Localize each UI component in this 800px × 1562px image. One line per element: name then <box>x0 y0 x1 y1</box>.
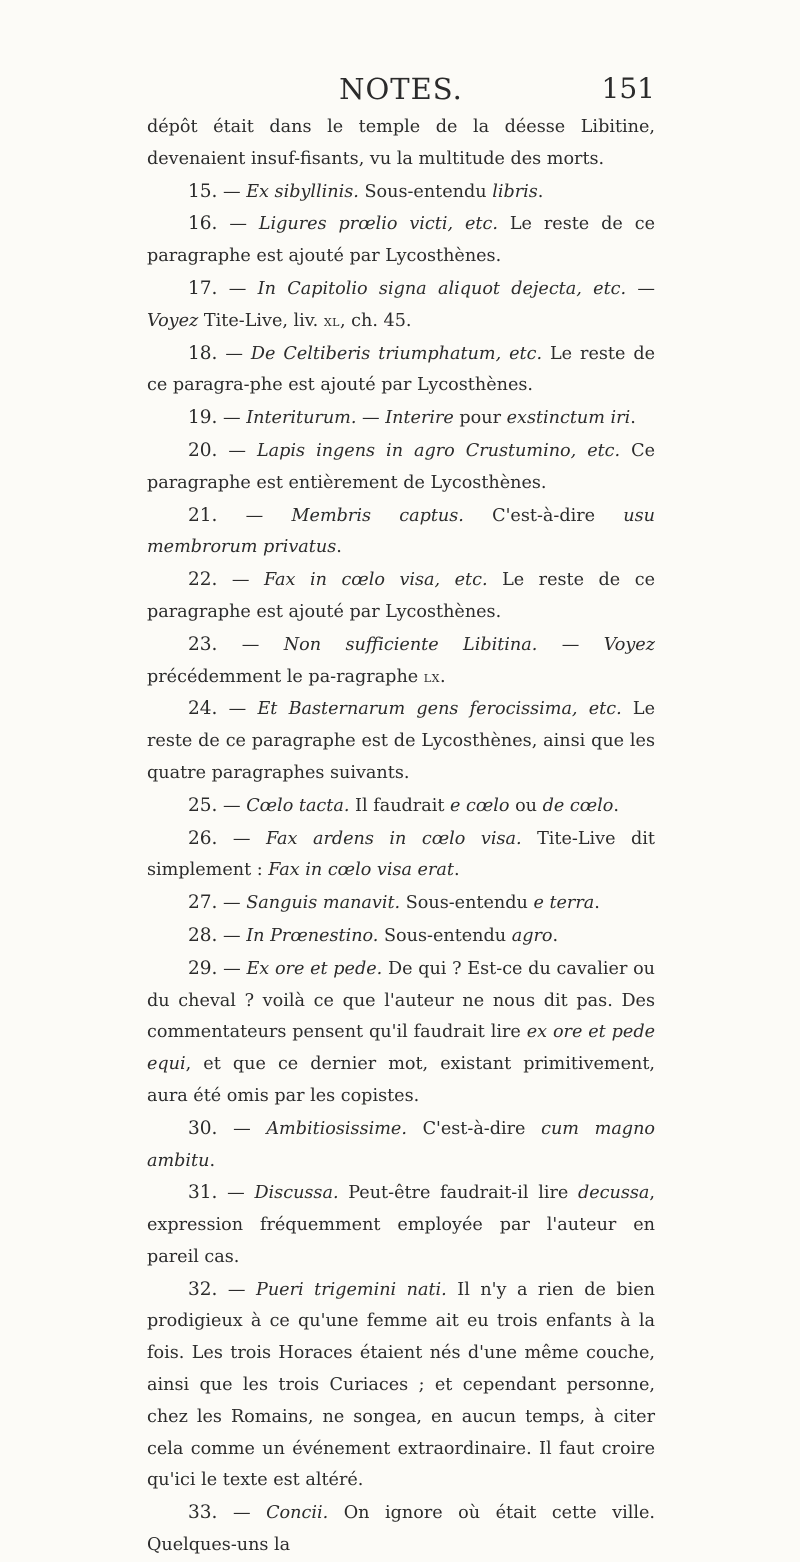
note-28: 28. — In Prœnestino. Sous-entendu agro. <box>188 924 559 946</box>
page-number: 151 <box>601 72 655 105</box>
note-19: 19. — Interiturum. — Interire pour exstinctum iri. <box>188 407 636 429</box>
note-32: 32. — Pueri trigemini nati. Il n'y a rien de bien prodigieux à ce qu'une femme ait eu trois enfants à la fois. Les trois Horaces étaient nés d'une même couche, ainsi que les trois Curiaces ; et cependant personne, chez les Romains, ne songea, en aucun temps, à citer cela comme un événement extraordinaire. Il faut croire qu'ici le texte est altéré. <box>147 1278 655 1491</box>
note-24: 24. — Et Basternarum gens ferocissima, etc. Le reste de ce paragraphe est de Lycosthènes, ainsi que les quatre paragraphes suivants. <box>147 698 656 783</box>
note-25: 25. — Cœlo tacta. Il faudrait e cœlo ou de cœlo. <box>188 794 619 816</box>
continuation-paragraph: dépôt était dans le temple de la déesse Libitine, devenaient insuf-fisants, vu la multitude des morts. <box>147 117 655 169</box>
note-20: 20. — Lapis ingens in agro Crustumino, etc. Ce paragraphe est entièrement de Lycosthènes. <box>147 439 656 493</box>
note-33: 33. — Concii. On ignore où était cette ville. Quelques-uns la <box>147 1502 656 1556</box>
page-header <box>147 72 655 112</box>
note-27: 27. — Sanguis manavit. Sous-entendu e terra. <box>188 892 600 914</box>
note-31: 31. — Discussa. Peut-être faudrait-il lire decussa, expression fréquemment employée par l'auteur en pareil cas. <box>147 1182 655 1267</box>
note-23: 23. — Non sufficiente Libitina. — Voyez précédemment le pa-ragraphe lx. <box>147 633 655 687</box>
notes-body <box>147 112 655 1562</box>
note-16: 16. — Ligures prœlio victi, etc. Le reste de ce paragraphe est ajouté par Lycosthènes. <box>147 213 655 267</box>
note-17: 17. — In Capitolio signa aliquot dejecta, etc. — Voyez Tite-Live, liv. xl, ch. 45. <box>147 277 656 331</box>
note-26: 26. — Fax ardens in cœlo visa. Tite-Live dit simplement : Fax in cœlo visa erat. <box>147 827 655 881</box>
note-18: 18. — De Celtiberis triumphatum, etc. Le reste de ce paragra-phe est ajouté par Lycosthènes. <box>147 342 655 396</box>
running-head: NOTES. <box>339 72 463 106</box>
note-22: 22. — Fax in cœlo visa, etc. Le reste de ce paragraphe est ajouté par Lycosthènes. <box>147 569 655 622</box>
note-21: 21. — Membris captus. C'est-à-dire usu membrorum privatus. <box>147 504 655 558</box>
note-30: 30. — Ambitiosissime. C'est-à-dire cum magno ambitu. <box>147 1117 655 1171</box>
note-29: 29. — Ex ore et pede. De qui ? Est-ce du cavalier ou du cheval ? voilà ce que l'auteur ne nous dit pas. Des commentateurs pensent qu'il faudrait lire ex ore et pede equi, et que ce dernier mot, existant primitivement, aura été omis par les copistes. <box>147 957 655 1106</box>
note-15: 15. — Ex sibyllinis. Sous-entendu libris. <box>188 180 544 202</box>
